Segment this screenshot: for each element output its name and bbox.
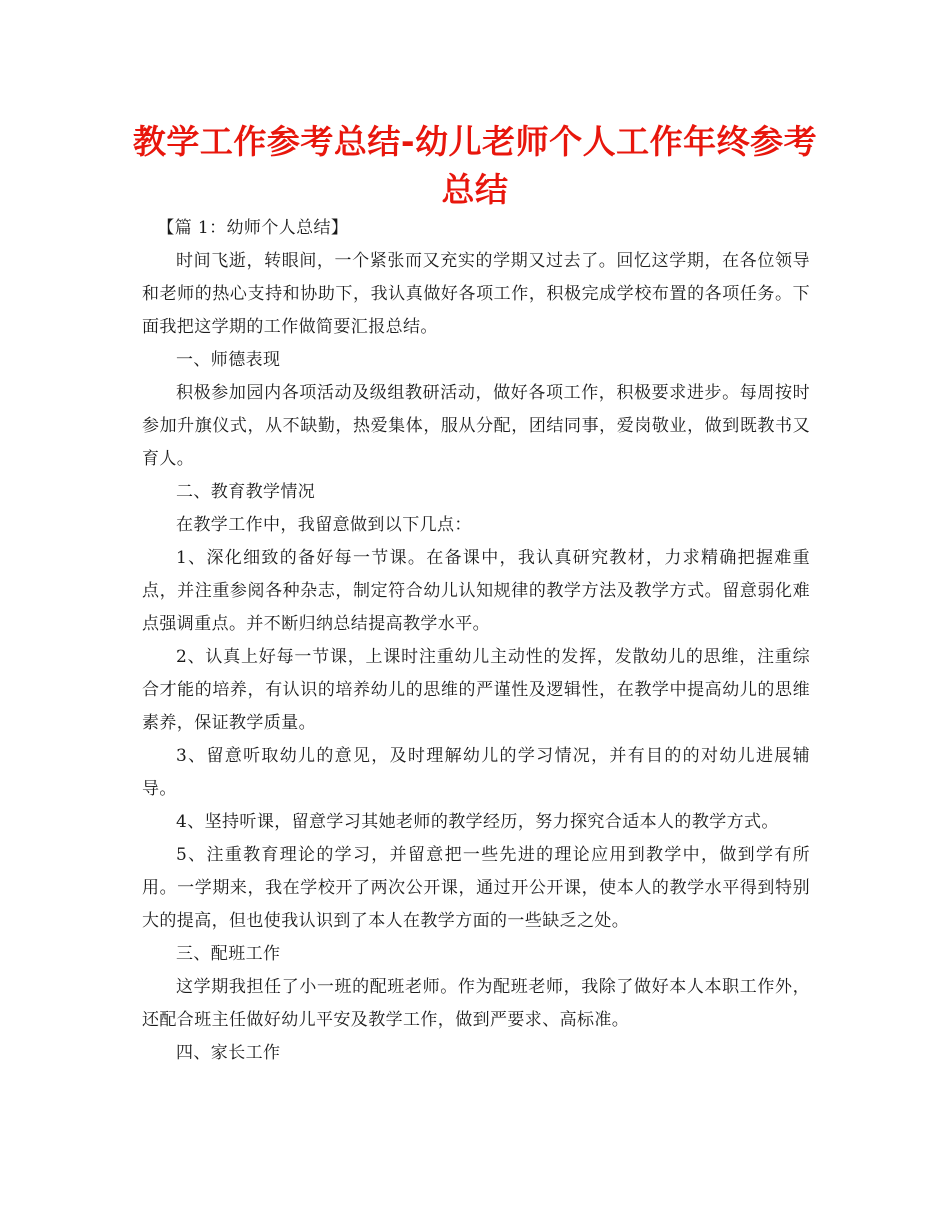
paragraph-intro: 时间飞逝，转眼间，一个紧张而又充实的学期又过去了。回忆这学期，在各位领导和老师的热心支持和协助下，我认真做好各项工作，积极完成学校布置的各项任务。下面我把这学期的工作做简要汇报总结。 (142, 251, 810, 337)
heading-teaching: 二、教育教学情况 (176, 482, 316, 502)
heading-class-work: 三、配班工作 (176, 944, 281, 964)
paragraph-point-2: 2、认真上好每一节课，上课时注重幼儿主动性的发挥，发散幼儿的思维，注重综合才能的培养，有认识的培养幼儿的思维的严谨性及逻辑性，在教学中提高幼儿的思维素养，保证教学质量。 (142, 647, 810, 733)
section-label: 【篇 1：幼师个人总结】 (157, 218, 349, 238)
paragraph-point-3: 3、留意听取幼儿的意见，及时理解幼儿的学习情况，并有目的的对幼儿进展辅导。 (142, 746, 810, 799)
paragraph-ethics: 积极参加园内各项活动及级组教研活动，做好各项工作，积极要求进步。每周按时参加升旗仪式，从不缺勤，热爱集体，服从分配，团结同事，爱岗敬业，做到既教书又育人。 (142, 383, 810, 469)
paragraph-class-work: 这学期我担任了小一班的配班老师。作为配班老师，我除了做好本人本职工作外，还配合班主任做好幼儿平安及教学工作，做到严要求、高标准。 (142, 977, 810, 1030)
paragraph-teaching-intro: 在教学工作中，我留意做到以下几点： (176, 515, 472, 535)
heading-parent-work: 四、家长工作 (176, 1043, 281, 1063)
paragraph-point-5: 5、注重教育理论的学习，并留意把一些先进的理论应用到教学中，做到学有所用。一学期来，我在学校开了两次公开课，通过开公开课，使本人的教学水平得到特别大的提高，但也使我认识到了本人在教学方面的一些缺乏之处。 (142, 845, 810, 931)
paragraph-point-4: 4、坚持听课，留意学习其她老师的教学经历，努力探究合适本人的教学方式。 (176, 812, 779, 832)
heading-ethics: 一、师德表现 (176, 350, 281, 370)
document-body (142, 212, 810, 1070)
paragraph-point-1: 1、深化细致的备好每一节课。在备课中，我认真研究教材，力求精确把握难重点，并注重参阅各种杂志，制定符合幼儿认知规律的教学方法及教学方式。留意弱化难点强调重点。并不断归纳总结提高教学水平。 (142, 548, 810, 634)
document-title: 教学工作参考总结-幼儿老师个人工作年终参考总结 (132, 122, 818, 209)
